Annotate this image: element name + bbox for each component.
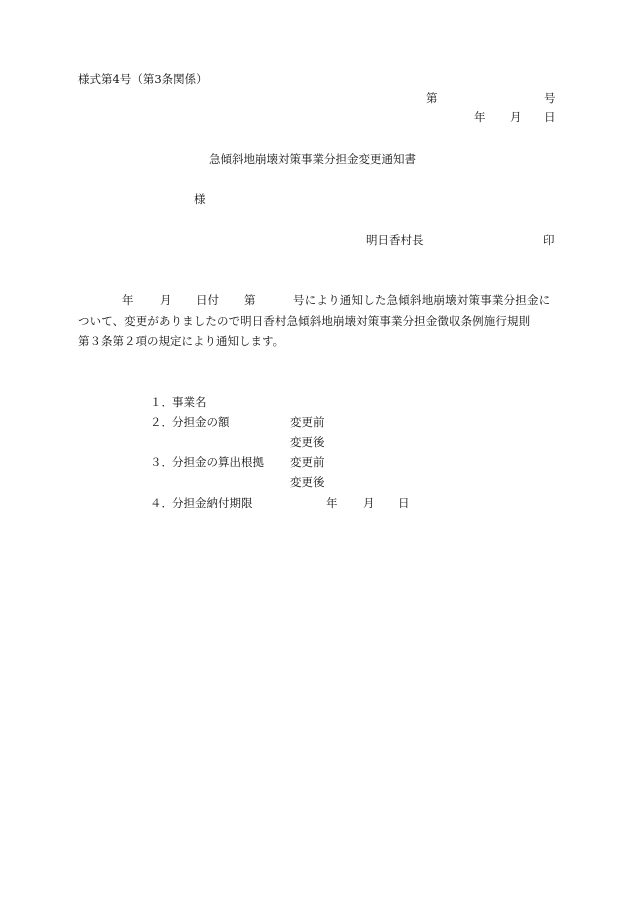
date-month: 月: [510, 110, 522, 124]
body-day: 日付: [196, 293, 219, 307]
item-4-month: 月: [363, 496, 375, 510]
body-month: 月: [160, 293, 172, 307]
date-day: 日: [544, 110, 556, 124]
item-2-after: 変更後: [290, 435, 325, 449]
body-year: 年: [122, 293, 134, 307]
item-2: [150, 415, 230, 429]
body-line3: 第３条第２項の規定により通知します。: [78, 334, 285, 348]
item-label: 分担金の算出根拠: [172, 455, 264, 469]
number-suffix: 号: [544, 91, 556, 105]
sender-name: 明日香村長: [366, 233, 424, 247]
item-3-before: 変更前: [290, 455, 325, 469]
item-1: [150, 395, 207, 409]
recipient-suffix: 様: [194, 192, 206, 206]
item-number: ３．: [150, 455, 173, 469]
seal-mark: 印: [543, 233, 555, 247]
item-4-year: 年: [326, 496, 338, 510]
item-2-before: 変更前: [290, 415, 325, 429]
form-label: 様式第4号（第3条関係）: [78, 72, 208, 86]
item-label: 事業名: [172, 395, 207, 409]
item-4: [150, 496, 253, 510]
document-title: 急傾斜地崩壊対策事業分担金変更通知書: [209, 152, 416, 166]
number-prefix: 第: [426, 91, 438, 105]
item-3: [150, 455, 264, 469]
date-year: 年: [474, 110, 486, 124]
body-line2: ついて、変更がありましたので明日香村急傾斜地崩壊対策事業分担金徴収条例施行規則: [78, 314, 531, 328]
item-number: ２．: [150, 415, 173, 429]
item-label: 分担金納付期限: [172, 496, 253, 510]
body-line1-rest: 号により通知した急傾斜地崩壊対策事業分担金に: [293, 293, 551, 307]
item-number: １．: [150, 395, 173, 409]
item-label: 分担金の額: [172, 415, 230, 429]
body-number-prefix: 第: [244, 293, 256, 307]
item-3-after: 変更後: [290, 475, 325, 489]
item-4-day: 日: [398, 496, 410, 510]
item-number: ４．: [150, 496, 173, 510]
